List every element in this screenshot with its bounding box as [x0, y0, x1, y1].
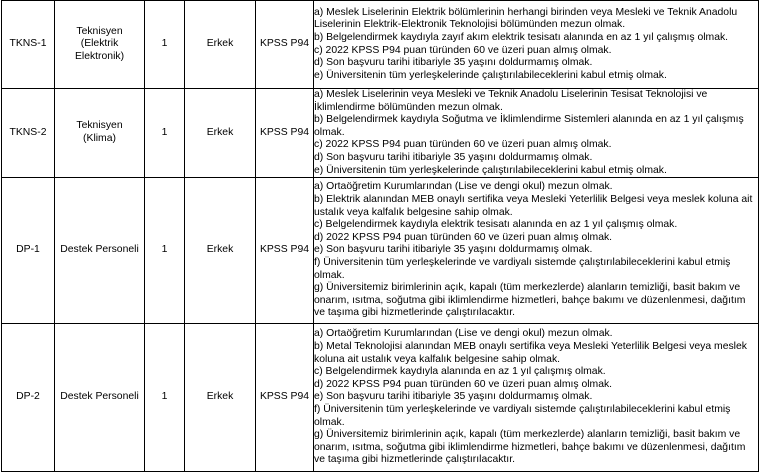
- requirement-item: c) 2022 KPSS P94 puan türünden 60 ve üzeri puan almış olmak.: [314, 44, 612, 56]
- requirement-item: d) 2022 KPSS P94 puan türünden 60 ve üzeri puan almış olmak.: [314, 231, 613, 243]
- requirement-item: b) Belgelendirmek kaydıyla Soğutma ve İklimlendirme Sistemleri alanında en az 1 yıl çalışmış olmak.: [314, 114, 744, 138]
- exam-type: KPSS P94: [256, 324, 314, 472]
- position-title-line: (Klima): [83, 133, 116, 145]
- requirement-item: g) Üniversitemiz birimlerinin açık, kapalı (tüm merkezlerde) alanların temizliği, basit bakım ve onarım, ısıtma, soğutma gibi iklimlendirme hizmetleri, bahçe bakımı ve düzenlenmesi, dağıtım ve taşıma gibi hizmetlerinde çalıştırılacaktır.: [314, 282, 746, 319]
- requirement-item: a) Ortaöğretim Kurumlarından (Lise ve dengi okul) mezun olmak.: [314, 328, 613, 340]
- requirement-item: a) Meslek Liselerinin veya Mesleki ve Teknik Anadolu Liselerinin Tesisat Teknolojisi ve İklimlendirme bölümünden mezun olmak.: [314, 89, 708, 113]
- requirement-item: a) Meslek Liselerinin Elektrik bölümlerinin herhangi birinden veya Mesleki ve Teknik Anadolu Liselerinin Elektrik-Elektronik Teknolojisi bölümünden mezun olmak.: [314, 6, 738, 31]
- position-title: [55, 178, 145, 324]
- position-code: TKNS-2: [2, 89, 55, 178]
- position-title-line: (Elektrik Elektronik): [74, 38, 125, 62]
- position-title-line: Teknisyen: [76, 25, 123, 37]
- position-title: [55, 89, 145, 178]
- requirement-item: g) Üniversitemiz birimlerinin açık, kapalı (tüm merkezlerde) alanların temizliği, basit bakım ve onarım, ısıtma, soğutma gibi iklimlendirme hizmetleri, bahçe bakımı ve düzenlenmesi, dağıtım ve taşıma gibi hizmetlerinde çalıştırılacaktır.: [314, 429, 746, 466]
- exam-type: KPSS P94: [256, 1, 314, 89]
- table-row: [2, 89, 759, 178]
- requirement-item: c) Belgelendirmek kaydıyla elektrik tesisatı alanında en az 1 yıl çalışmış olmak.: [314, 219, 678, 231]
- requirement-item: c) Belgelendirmek kaydıyla alanında en az 1 yıl çalışmış olmak.: [314, 366, 606, 378]
- requirements-cell: [314, 324, 759, 472]
- position-count: 1: [145, 89, 185, 178]
- position-code: TKNS-1: [2, 1, 55, 89]
- positions-table: [1, 0, 759, 472]
- requirement-item: d) 2022 KPSS P94 puan türünden 60 ve üzeri puan almış olmak.: [314, 378, 613, 390]
- requirement-item: d) Son başvuru tarihi itibariyle 35 yaşını doldurmamış olmak.: [314, 151, 593, 163]
- requirement-item: e) Son başvuru tarihi itibariyle 35 yaşını doldurmamış olmak.: [314, 244, 593, 256]
- requirement-item: e) Üniversitenin tüm yerleşkelerinde çalıştırılabileceklerini kabul etmiş olmak.: [314, 69, 667, 81]
- requirement-item: b) Elektrik alanından MEB onaylı sertifika veya Mesleki Yeterlilik Belgesi veya meslek koluna ait ustalık veya kalfalık belgesine sahip olmak.: [314, 193, 753, 218]
- table-row: [2, 324, 759, 472]
- requirement-item: e) Üniversitenin tüm yerleşkelerinde çalıştırılabileceklerini kabul etmiş olmak.: [314, 164, 667, 176]
- position-code: DP-2: [2, 324, 55, 472]
- exam-type: KPSS P94: [256, 89, 314, 178]
- exam-type: KPSS P94: [256, 178, 314, 324]
- position-count: 1: [145, 1, 185, 89]
- requirement-item: e) Son başvuru tarihi itibariyle 35 yaşını doldurmamış olmak.: [314, 391, 593, 403]
- gender: Erkek: [185, 89, 256, 178]
- requirements-cell: [314, 1, 759, 89]
- requirement-item: b) Metal Teknolojisi alanından MEB onaylı sertifika veya Mesleki Yeterlilik Belgesi veya meslek koluna ait ustalık veya kalfalık belgesine sahip olmak.: [314, 340, 747, 365]
- position-title-line: Destek Personeli: [60, 391, 139, 403]
- requirement-item: f) Üniversitenin tüm yerleşkelerinde ve vardiyalı sistemde çalıştırılabileceklerini kabul etmiş olmak.: [314, 256, 731, 281]
- position-title: [55, 1, 145, 89]
- requirements-cell: [314, 178, 759, 324]
- gender: Erkek: [185, 1, 256, 89]
- requirement-item: a) Ortaöğretim Kurumlarından (Lise ve dengi okul) mezun olmak.: [314, 181, 613, 193]
- position-count: 1: [145, 178, 185, 324]
- gender: Erkek: [185, 178, 256, 324]
- requirement-item: b) Belgelendirmek kaydıyla zayıf akım elektrik tesisatı alanında en az 1 yıl çalışmış olmak.: [314, 31, 729, 43]
- requirement-item: f) Üniversitenin tüm yerleşkelerinde ve vardiyalı sistemde çalıştırılabileceklerini kabul etmiş olmak.: [314, 403, 731, 428]
- position-title: [55, 324, 145, 472]
- gender: Erkek: [185, 324, 256, 472]
- table-row: [2, 178, 759, 324]
- position-title-line: Destek Personeli: [60, 244, 139, 256]
- position-title-line: Teknisyen: [76, 120, 123, 132]
- position-code: DP-1: [2, 178, 55, 324]
- table-row: [2, 1, 759, 89]
- requirements-cell: [314, 89, 759, 178]
- requirement-item: c) 2022 KPSS P94 puan türünden 60 ve üzeri puan almış olmak.: [314, 139, 612, 151]
- requirement-item: d) Son başvuru tarihi itibariyle 35 yaşını doldurmamış olmak.: [314, 57, 593, 69]
- position-count: 1: [145, 324, 185, 472]
